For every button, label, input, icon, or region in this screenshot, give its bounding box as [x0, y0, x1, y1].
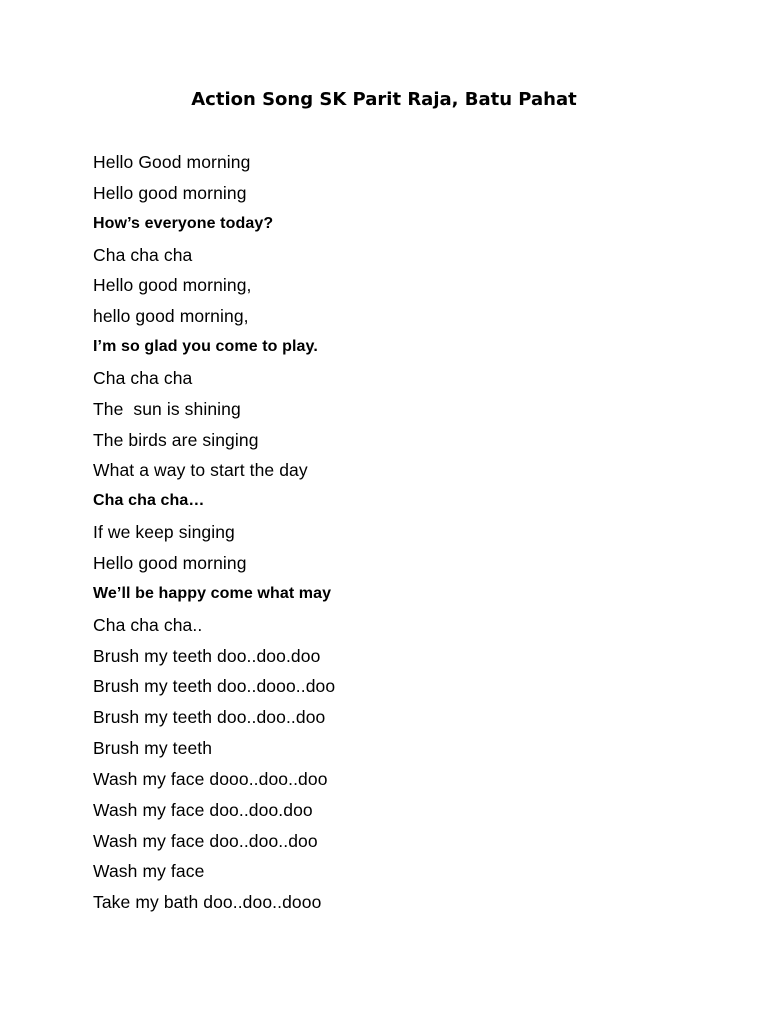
lyric-line: If we keep singing	[93, 522, 235, 543]
lyric-line: The sun is shining	[93, 398, 241, 419]
lyric-line: The birds are singing	[93, 429, 259, 450]
lyric-line: How’s everyone today?	[93, 214, 274, 232]
lyrics-list	[93, 147, 335, 918]
lyric-line: Hello good morning	[93, 182, 247, 203]
lyric-line: Brush my teeth doo..doo..doo	[93, 707, 326, 728]
lyric-line: Wash my face doo..doo.doo	[93, 799, 313, 820]
lyric-line: Cha cha cha…	[93, 492, 205, 510]
lyric-line: hello good morning,	[93, 306, 249, 327]
lyric-line: Hello good morning,	[93, 275, 252, 296]
lyric-line: Cha cha cha	[93, 244, 193, 265]
lyric-line: Brush my teeth doo..dooo..doo	[93, 676, 336, 697]
lyric-line: Cha cha cha..	[93, 614, 203, 635]
lyric-line: Brush my teeth doo..doo.doo	[93, 645, 321, 666]
lyric-line: Hello Good morning	[93, 152, 251, 172]
lyric-line: Take my bath doo..doo..dooo	[93, 892, 322, 913]
lyric-line: We’ll be happy come what may	[93, 584, 332, 602]
lyric-line: Wash my face	[93, 861, 205, 882]
lyric-line: Wash my face doo..doo..doo	[93, 830, 318, 851]
lyric-line: What a way to start the day	[93, 460, 308, 481]
document-title: Action Song SK Parit Raja, Batu Pahat	[191, 89, 577, 110]
lyric-line: I’m so glad you come to play.	[93, 338, 318, 356]
lyric-line: Hello good morning	[93, 552, 247, 573]
lyric-line: Wash my face dooo..doo..doo	[93, 768, 328, 789]
lyric-line: Cha cha cha	[93, 367, 193, 388]
lyric-line: Brush my teeth	[93, 738, 213, 759]
